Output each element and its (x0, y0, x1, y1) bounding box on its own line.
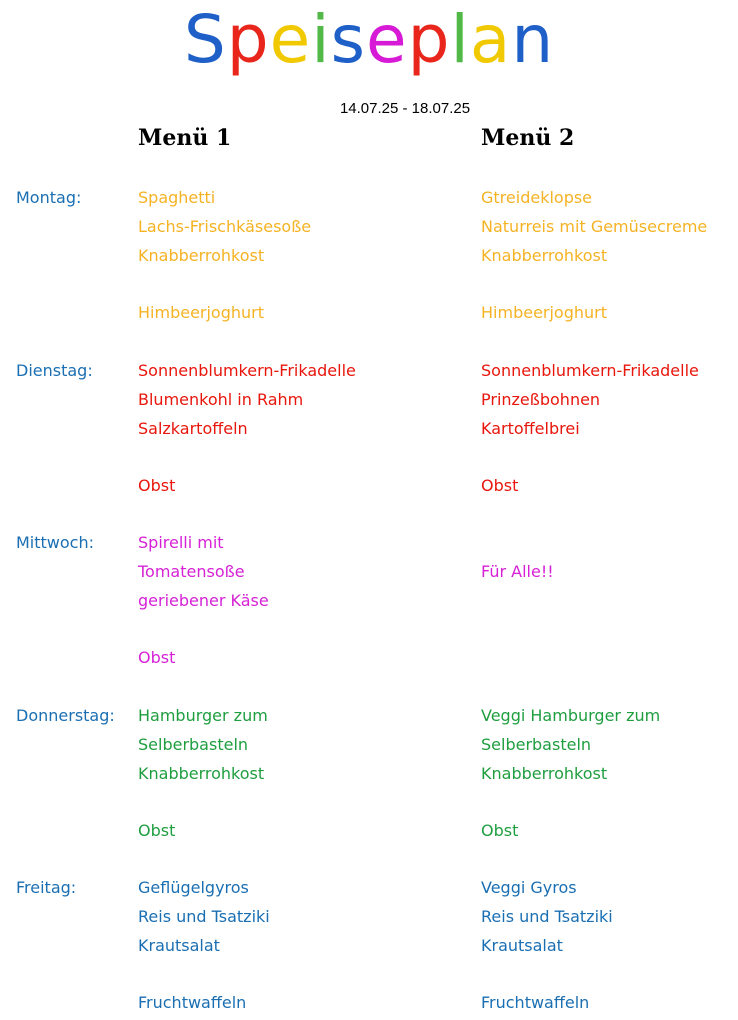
menu1-header: Menü 1 (138, 125, 232, 151)
dessert-item: Himbeerjoghurt (138, 303, 265, 322)
menu-item: Naturreis mit Gemüsecreme (481, 217, 708, 236)
menu-item: Selberbasteln (481, 735, 592, 754)
menu-item: Krautsalat (481, 936, 563, 955)
date-range: 14.07.25 - 18.07.25 (339, 100, 471, 117)
dessert-item: Fruchtwaffeln (481, 993, 590, 1012)
menu-item: Sonnenblumkern-Frikadelle (138, 361, 356, 380)
menu-item: Krautsalat (138, 936, 220, 955)
menu-item: Selberbasteln (138, 735, 249, 754)
menu-item: Knabberrohkost (138, 764, 265, 783)
menu-item: Veggi Gyros (481, 878, 577, 897)
menu-item: Tomatensoße (138, 562, 245, 581)
title-letter: n (511, 1, 555, 78)
dessert-item: Obst (138, 476, 176, 495)
day-label: Freitag: (16, 878, 77, 897)
title-letter: e (366, 1, 408, 78)
menu-item: Knabberrohkost (481, 764, 608, 783)
day-row-montag (0, 188, 738, 328)
menu-item: Für Alle!! (481, 562, 554, 581)
menu-item: Blumenkohl in Rahm (138, 390, 304, 409)
dessert-item: Obst (481, 476, 519, 495)
menu-item: Sonnenblumkern-Frikadelle (481, 361, 699, 380)
dessert-item: Himbeerjoghurt (481, 303, 608, 322)
menu-item: Reis und Tsatziki (481, 907, 613, 926)
menu2-header: Menü 2 (481, 125, 575, 151)
day-label: Donnerstag: (16, 706, 115, 725)
menu-item: Knabberrohkost (138, 246, 265, 265)
menu-item: Reis und Tsatziki (138, 907, 270, 926)
page-title (0, 0, 738, 80)
dessert-item: Fruchtwaffeln (138, 993, 247, 1012)
menu-item: Prinzeßbohnen (481, 390, 601, 409)
day-label: Mittwoch: (16, 533, 94, 552)
day-label: Montag: (16, 188, 82, 207)
menu-item: Veggi Hamburger zum (481, 706, 661, 725)
title-letter: S (183, 1, 227, 78)
day-row-freitag (0, 878, 738, 1018)
title-letter: a (469, 1, 512, 78)
day-row-mittwoch (0, 533, 738, 673)
menu-item: Lachs-Frischkäsesoße (138, 217, 312, 236)
menu-item: Kartoffelbrei (481, 419, 580, 438)
menu-item: Knabberrohkost (481, 246, 608, 265)
dessert-item: Obst (481, 821, 519, 840)
menu-item: Spirelli mit (138, 533, 224, 552)
title-letter: p (407, 1, 451, 78)
title-letter: p (226, 1, 270, 78)
menu-item: Spaghetti (138, 188, 216, 207)
menu-item: Geflügelgyros (138, 878, 249, 897)
day-row-donnerstag (0, 706, 738, 846)
menu-item: Gtreideklopse (481, 188, 593, 207)
day-row-dienstag (0, 361, 738, 501)
day-label: Dienstag: (16, 361, 93, 380)
dessert-item: Obst (138, 648, 176, 667)
title-letter: e (269, 1, 312, 78)
title-letter: s (330, 1, 366, 78)
title-letter: l (450, 1, 470, 78)
menu-item: geriebener Käse (138, 591, 269, 610)
dessert-item: Obst (138, 821, 176, 840)
menu-item: Salzkartoffeln (138, 419, 248, 438)
menu-item: Hamburger zum (138, 706, 268, 725)
title-letter: i (311, 1, 331, 78)
